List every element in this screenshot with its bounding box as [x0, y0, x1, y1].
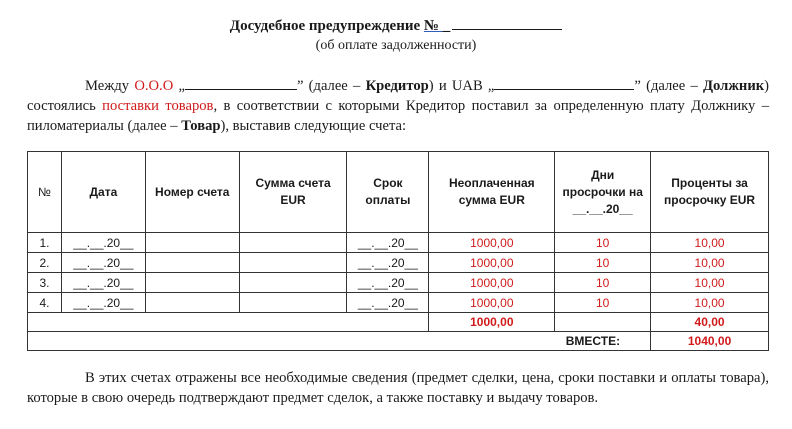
row-date[interactable]: __.__.20__ [61, 233, 145, 253]
subtotal-unpaid: 1000,00 [429, 313, 555, 332]
row-no: 3. [28, 273, 62, 293]
row-penalty: 10,00 [651, 233, 769, 253]
header-due: Срок оплаты [347, 152, 429, 233]
table-row [28, 253, 769, 273]
intro-text-6: ) состоялись [27, 78, 770, 114]
row-no: 1. [28, 233, 62, 253]
row-unpaid: 1000,00 [429, 253, 555, 273]
grand-total-row [28, 332, 769, 351]
intro-text-1: Между [85, 78, 135, 94]
row-date[interactable]: __.__.20__ [61, 293, 145, 313]
grand-total-label: ВМЕСТЕ: [28, 332, 651, 351]
debtor-name-blank[interactable] [494, 77, 634, 90]
document-title [0, 15, 792, 35]
debtor-label: Должник [703, 78, 765, 94]
row-days: 10 [555, 293, 651, 313]
deliveries-text: поставки товаров [102, 98, 214, 114]
title-number-sign: № _ [423, 18, 451, 34]
header-overdue-days: Дни просрочки на __.__.20__ [555, 152, 651, 233]
row-due[interactable]: __.__.20__ [347, 293, 429, 313]
subtotal-spacer [28, 313, 429, 332]
row-unpaid: 1000,00 [429, 233, 555, 253]
table-row [28, 293, 769, 313]
row-days: 10 [555, 253, 651, 273]
row-invoice-sum[interactable] [239, 293, 347, 313]
intro-text-4: ) и UAB „ [428, 78, 495, 94]
table-row [28, 273, 769, 293]
intro-text-7: , в соответствии с которыми Кредитор поставил за определенную плату Должнику – пиломатериалы (далее – [27, 98, 770, 134]
intro-text-2: „ [173, 78, 185, 94]
row-unpaid: 1000,00 [429, 293, 555, 313]
intro-paragraph [27, 76, 769, 136]
goods-label: Товар [181, 118, 221, 134]
row-invoice-no[interactable] [145, 253, 239, 273]
subtotal-row [28, 313, 769, 332]
table-header-row [28, 152, 769, 233]
row-penalty: 10,00 [651, 253, 769, 273]
row-due[interactable]: __.__.20__ [347, 273, 429, 293]
row-days: 10 [555, 273, 651, 293]
header-penalty: Проценты за просрочку EUR [651, 152, 769, 233]
intro-text-3: ” (далее – [296, 78, 366, 94]
table-row [28, 233, 769, 253]
header-invoice-sum: Сумма счета EUR [239, 152, 347, 233]
creditor-org-type: О.О.О [134, 78, 174, 94]
row-invoice-no[interactable] [145, 273, 239, 293]
grand-total-value: 1040,00 [651, 332, 769, 351]
subtotal-penalty: 40,00 [651, 313, 769, 332]
row-invoice-no[interactable] [145, 233, 239, 253]
intro-text-5: ” (далее – [634, 78, 703, 94]
row-no: 2. [28, 253, 62, 273]
row-invoice-no[interactable] [145, 293, 239, 313]
title-text: Досудебное предупреждение [229, 18, 421, 34]
title-number-blank[interactable] [452, 15, 562, 30]
header-date: Дата [61, 152, 145, 233]
header-unpaid: Неоплаченная сумма EUR [429, 152, 555, 233]
header-no: № [28, 152, 62, 233]
invoices-table [27, 151, 769, 351]
row-penalty: 10,00 [651, 273, 769, 293]
row-unpaid: 1000,00 [429, 273, 555, 293]
row-date[interactable]: __.__.20__ [61, 273, 145, 293]
row-invoice-sum[interactable] [239, 233, 347, 253]
row-invoice-sum[interactable] [239, 273, 347, 293]
row-penalty: 10,00 [651, 293, 769, 313]
document-subtitle: (об оплате задолженности) [315, 38, 477, 53]
row-no: 4. [28, 293, 62, 313]
row-due[interactable]: __.__.20__ [347, 233, 429, 253]
subtotal-days-empty [555, 313, 651, 332]
row-due[interactable]: __.__.20__ [347, 253, 429, 273]
row-invoice-sum[interactable] [239, 253, 347, 273]
row-days: 10 [555, 233, 651, 253]
closing-paragraph: В этих счетах отражены все необходимые сведения (предмет сделки, цена, сроки поставки и оплаты товара), которые в свою очередь подтверждают предмет сделок, а также поставку и выдачу товаров. [27, 370, 769, 406]
creditor-label: Кредитор [365, 78, 429, 94]
creditor-name-blank[interactable] [185, 77, 297, 90]
row-date[interactable]: __.__.20__ [61, 253, 145, 273]
intro-text-8: ), выставив следующие счета: [220, 118, 407, 134]
header-invoice-no: Номер счета [145, 152, 239, 233]
